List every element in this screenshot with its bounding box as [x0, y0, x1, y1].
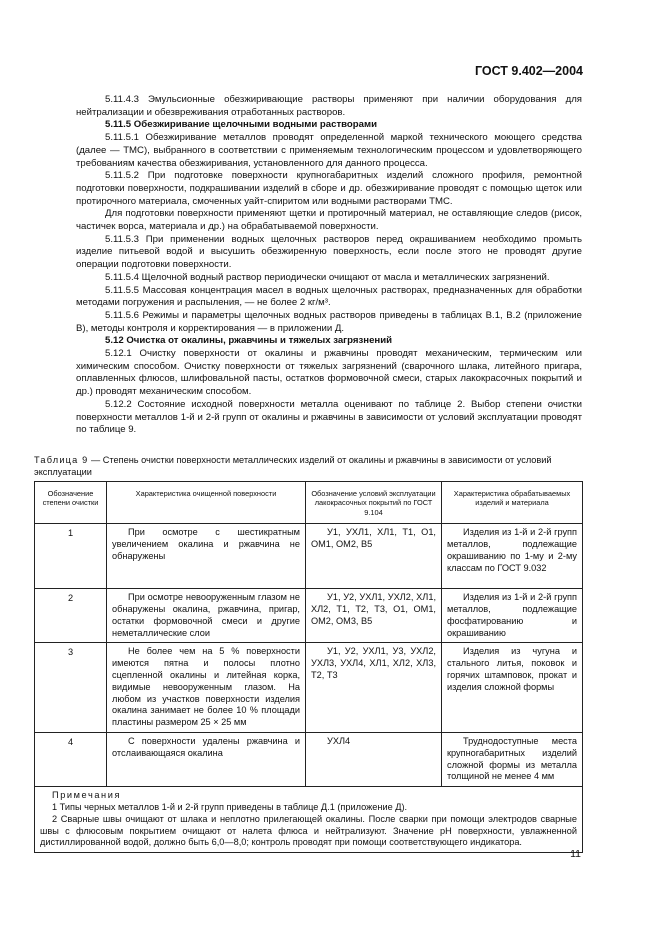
paragraph-5-12-1: 5.12.1 Очистку поверхности от окалины и ржавчины проводят механическим, термическим или химическим способом. Очистку поверхности от тяжелых загрязнений (сварочного шлака, литейного пригара, оплавленных флюсов, шлифовальной пасты, остатков формовочной смеси, старых лакокрасочных покрытий и др.) проводят механическим способом.: [76, 348, 582, 398]
paragraph-5-11-5-2: 5.11.5.2 При подготовке поверхности крупногабаритных изделий сложного профиля, ремонтной подготовки поверхности, подкрашивании изделий в сборе и др. обезжиривание проводят с помощью щеток или протирочного материала, смоченных уайт-спиритом или водными растворами ТМС.: [76, 170, 582, 207]
surface-cell: С поверхности удалены ржавчина и отслаивающаяся окалина: [107, 732, 306, 786]
section-heading-5-11-5: 5.11.5 Обезжиривание щелочными водными растворами: [105, 119, 377, 131]
conditions-cell: У1, УХЛ1, ХЛ1, Т1, О1, ОМ1, ОМ2, В5: [306, 524, 442, 589]
paragraph-5-12-2: 5.12.2 Состояние исходной поверхности металла оценивают по таблице 2. Выбор степени очистки поверхности металлов 1-й и 2-й групп от окалины и ржавчины в зависимости от условий эксплуатации проводят по таблице 9.: [76, 398, 582, 436]
conditions-cell: У1, У2, УХЛ1, УХЛ2, ХЛ1, ХЛ2, Т1, Т2, Т3, О1, ОМ1, ОМ2, ОМ3, В5: [306, 589, 442, 643]
surface-cell: Не более чем на 5 % поверхности имеются пятна и полосы плотно сцепленной окалины и литейная корка, видимые невооруженным глазом. На любом из участков поверхности изделия окалина занимает не более 10 % площади пластины размером 25 × 25 мм: [107, 643, 306, 733]
surface-cell: При осмотре с шестикратным увеличением окалина и ржавчина не обнаружены: [107, 524, 306, 589]
table-notes: [35, 787, 583, 853]
table-row: [35, 643, 583, 733]
table-row: [35, 589, 583, 643]
table-header-row: [35, 482, 583, 524]
table-row: [35, 524, 583, 589]
items-cell: Изделия из 1-й и 2-й групп металлов, подлежащие фосфатированию и окрашиванию: [442, 589, 583, 643]
paragraph-5-11-5-1: 5.11.5.1 Обезжиривание металлов проводят определенной маркой технического моющего средства (далее — ТМС), выбранного в соответствии с применяемым технологическим процессом и удовлетворяющего требованиям качества обезжиривания, установленного для данного процесса.: [76, 132, 582, 169]
paragraph-5-11-5-3: 5.11.5.3 При применении водных щелочных растворов перед окрашиванием необходимо промыть изделие питьевой водой и высушить обезжиренную поверхность, если после этого не проводят другие операции подготовки поверхности.: [76, 233, 582, 271]
items-cell: Изделия из 1-й и 2-й групп металлов, подлежащие окрашиванию по 1-му и 2-му классам по ГОСТ 9.032: [442, 524, 583, 589]
paragraph-5-11-4-3: 5.11.4.3 Эмульсионные обезжиривающие растворы применяют при наличии оборудования для нейтрализации и обезвреживания отработанных растворов.: [76, 94, 582, 118]
paragraph-5-11-5-5: 5.11.5.5 Массовая концентрация масел в водных щелочных растворах, предназначенных для обработки методами погружения и распыления, — не более 2 кг/м³.: [76, 284, 582, 309]
conditions-cell: У1, У2, УХЛ1, У3, УХЛ2, УХЛ3, УХЛ4, ХЛ1, ХЛ2, ХЛ3, Т2, Т3: [306, 643, 442, 733]
header-items: Характеристика обрабатываемых изделий и материала: [442, 482, 583, 524]
paragraph-brushes: Для подготовки поверхности применяют щетки и протирочный материал, не оставляющие следов (рисок, частичек ворса, материала и др.) на обрабатываемой поверхности.: [76, 208, 582, 233]
degree-cell: 4: [35, 732, 107, 786]
items-cell: Изделия из чугуна и стального литья, поковок и горячих штамповок, прокат и изделия сложной формы: [442, 643, 583, 733]
header-degree: Обозначение степени очистки: [35, 482, 107, 524]
table-caption: [34, 455, 582, 479]
paragraph-5-11-5-6: 5.11.5.6 Режимы и параметры щелочных водных растворов приведены в таблицах В.1, В.2 (приложение В), методы контроля и корректирования — в приложении Д.: [76, 309, 582, 334]
table-notes-row: [35, 787, 583, 853]
conditions-cell: УХЛ4: [306, 732, 442, 786]
surface-cell: При осмотре невооруженным глазом не обнаружены окалина, ржавчина, пригар, остатки формовочной смеси и другие неметаллические слои: [107, 589, 306, 643]
body-text: [76, 94, 582, 437]
degree-cell: 3: [35, 643, 107, 733]
header-conditions: Обозначение условий эксплуатации лакокрасочных покрытий по ГОСТ 9.104: [306, 482, 442, 524]
table-caption-text: — Степень очистки поверхности металлических изделий от окалины и ржавчины в зависимости от условий эксплуатации: [34, 455, 552, 477]
paragraph-5-11-5-4: 5.11.5.4 Щелочной водный раствор периодически очищают от масла и металлических загрязнений.: [105, 271, 550, 283]
table-row: [35, 732, 583, 786]
note-1: 1 Типы черных металлов 1-й и 2-й групп приведены в таблице Д.1 (приложение Д).: [52, 801, 408, 812]
page-number: 11: [570, 848, 581, 860]
cleaning-degree-table: [34, 481, 583, 853]
header-surface: Характеристика очищенной поверхности: [107, 482, 306, 524]
degree-cell: 1: [35, 524, 107, 589]
section-heading-5-12: 5.12 Очистка от окалины, ржавчины и тяжелых загрязнений: [105, 335, 392, 347]
document-header: ГОСТ 9.402—2004: [474, 64, 583, 78]
degree-cell: 2: [35, 589, 107, 643]
note-2: 2 Сварные швы очищают от шлака и неплотно прилегающей окалины. После сварки при помощи электродов сварные швы с флюсовым покрытием очищают от налета флюса и нейтрализуют. Значение pH поверхности, увлажненной дистиллированной водой, должно быть 6,0—8,0; контроль проводят при помощи соответствующего индикатора.: [40, 813, 577, 848]
items-cell: Труднодоступные места крупногабаритных изделий сложной формы из металла толщиной не менее 4 мм: [442, 732, 583, 786]
table-caption-label: Таблица 9: [34, 455, 89, 465]
notes-title: Примечания: [52, 790, 122, 801]
